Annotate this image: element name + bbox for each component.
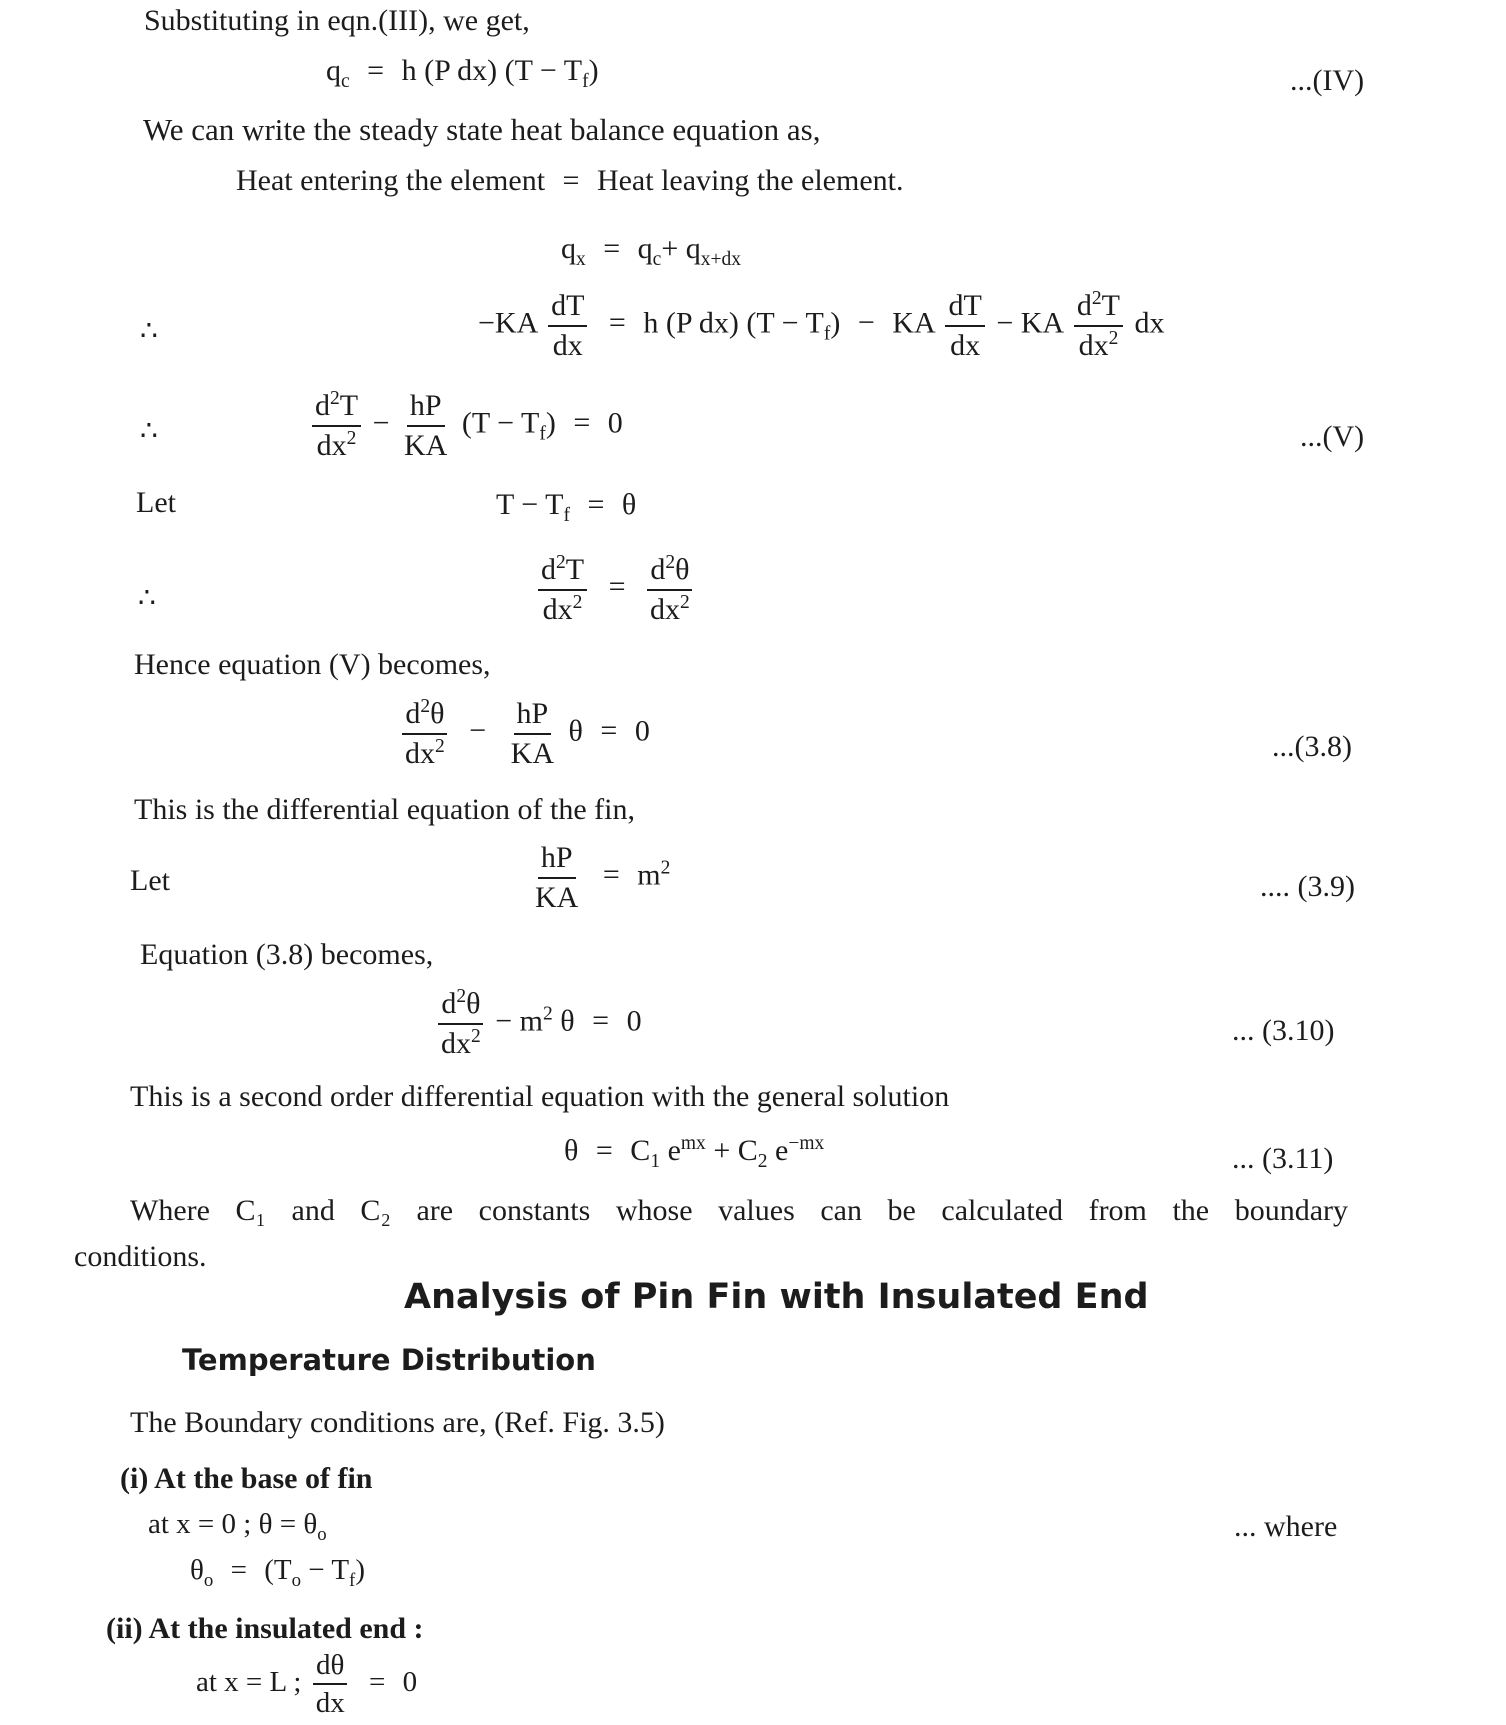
equation-3-8: $\frac{d^2\theta}{dx^2}$ − $\frac{hP}{KA}$ θ = 0 <box>398 698 650 769</box>
let-label: Let <box>130 864 170 897</box>
m-squared-definition: $\frac{hP}{KA}$ = $m^2$ <box>535 841 671 914</box>
balance-intro: We can write the steady state heat balance equation as, <box>143 112 821 147</box>
boundary-conditions-line: The Boundary conditions are, (Ref. Fig. 3.5) <box>130 1406 665 1439</box>
boundary-condition-1-label: (i) At the base of fin <box>120 1462 373 1495</box>
equation-3-10: $\frac{d^2\theta}{dx^2}$ − $m^2$ θ = 0 <box>434 988 642 1059</box>
section-heading: Analysis of Pin Fin with Insulated End <box>404 1277 1149 1317</box>
therefore-symbol: ∴ <box>138 583 156 614</box>
equation-ref-3-8: ...(3.8) <box>1272 730 1352 763</box>
differential-equation-line: This is the differential equation of the fin, <box>134 793 635 826</box>
theta-definition: $T - T_f = \theta$ <box>496 488 637 526</box>
equation-ref-3-11: ... (3.11) <box>1232 1142 1334 1175</box>
subheading: Temperature Distribution <box>182 1343 596 1377</box>
equation-ref-iv: ...(IV) <box>1290 64 1365 97</box>
equation-3-11: $\theta = C_1$ $e^{mx} + C_2$ $e^{-mx}$ <box>564 1133 825 1172</box>
therefore-symbol: ∴ <box>140 316 158 347</box>
equation-ref-3-9: .... (3.9) <box>1260 870 1355 903</box>
second-derivative-equivalence: $\frac{d^2T}{dx^2}$ = $\frac{d^2\theta}{dx^2}$ <box>534 554 697 625</box>
equation-iv: $q_c = h$ (P dx) $(T - T_f)$ <box>326 54 599 92</box>
intro-line: Substituting in eqn.(III), we get, <box>144 4 530 37</box>
expanded-balance-equation: −KA $\frac{dT}{dx}$ = h (P dx) $(T - T_f)$ − KA $\frac{dT}{dx}$ − KA $\frac{d^2T}{dx^2}$ dx <box>478 288 1165 362</box>
balance-q-equation: $q_x = q_c+ q_{x+dx}$ <box>561 232 741 270</box>
boundary-condition-2: at x = L ; $\frac{d\theta}{dx}$ = 0 <box>196 1649 418 1720</box>
equation-ref-3-10: ... (3.10) <box>1232 1014 1335 1047</box>
boundary-condition-1: at x = 0 ; $\theta = \theta_o$ <box>148 1508 327 1545</box>
therefore-symbol: ∴ <box>140 416 158 447</box>
let-label: Let <box>136 486 176 519</box>
equation-v: $\frac{d^2T}{dx^2}$ − $\frac{hP}{KA}$ $(T - T_f) = 0$ <box>308 390 623 461</box>
balance-words-equation: Heat entering the element = Heat leaving the element. <box>236 164 904 197</box>
equation-3-8-line: Equation (3.8) becomes, <box>140 938 434 971</box>
boundary-condition-2-label: (ii) At the insulated end : <box>106 1612 424 1645</box>
theta-zero-definition: $\theta_o = (T_o - T_f)$ <box>190 1554 365 1591</box>
second-order-line: This is a second order differential equation with the general solution <box>130 1080 950 1113</box>
hence-line: Hence equation (V) becomes, <box>134 648 491 681</box>
where-line-continued: conditions. <box>74 1240 207 1273</box>
where-note: ... where <box>1234 1510 1338 1543</box>
where-line: Where C₁ and C₂ are constants whose values can be calculated from the boundary <box>130 1194 1348 1227</box>
equation-ref-v: ...(V) <box>1300 420 1365 453</box>
